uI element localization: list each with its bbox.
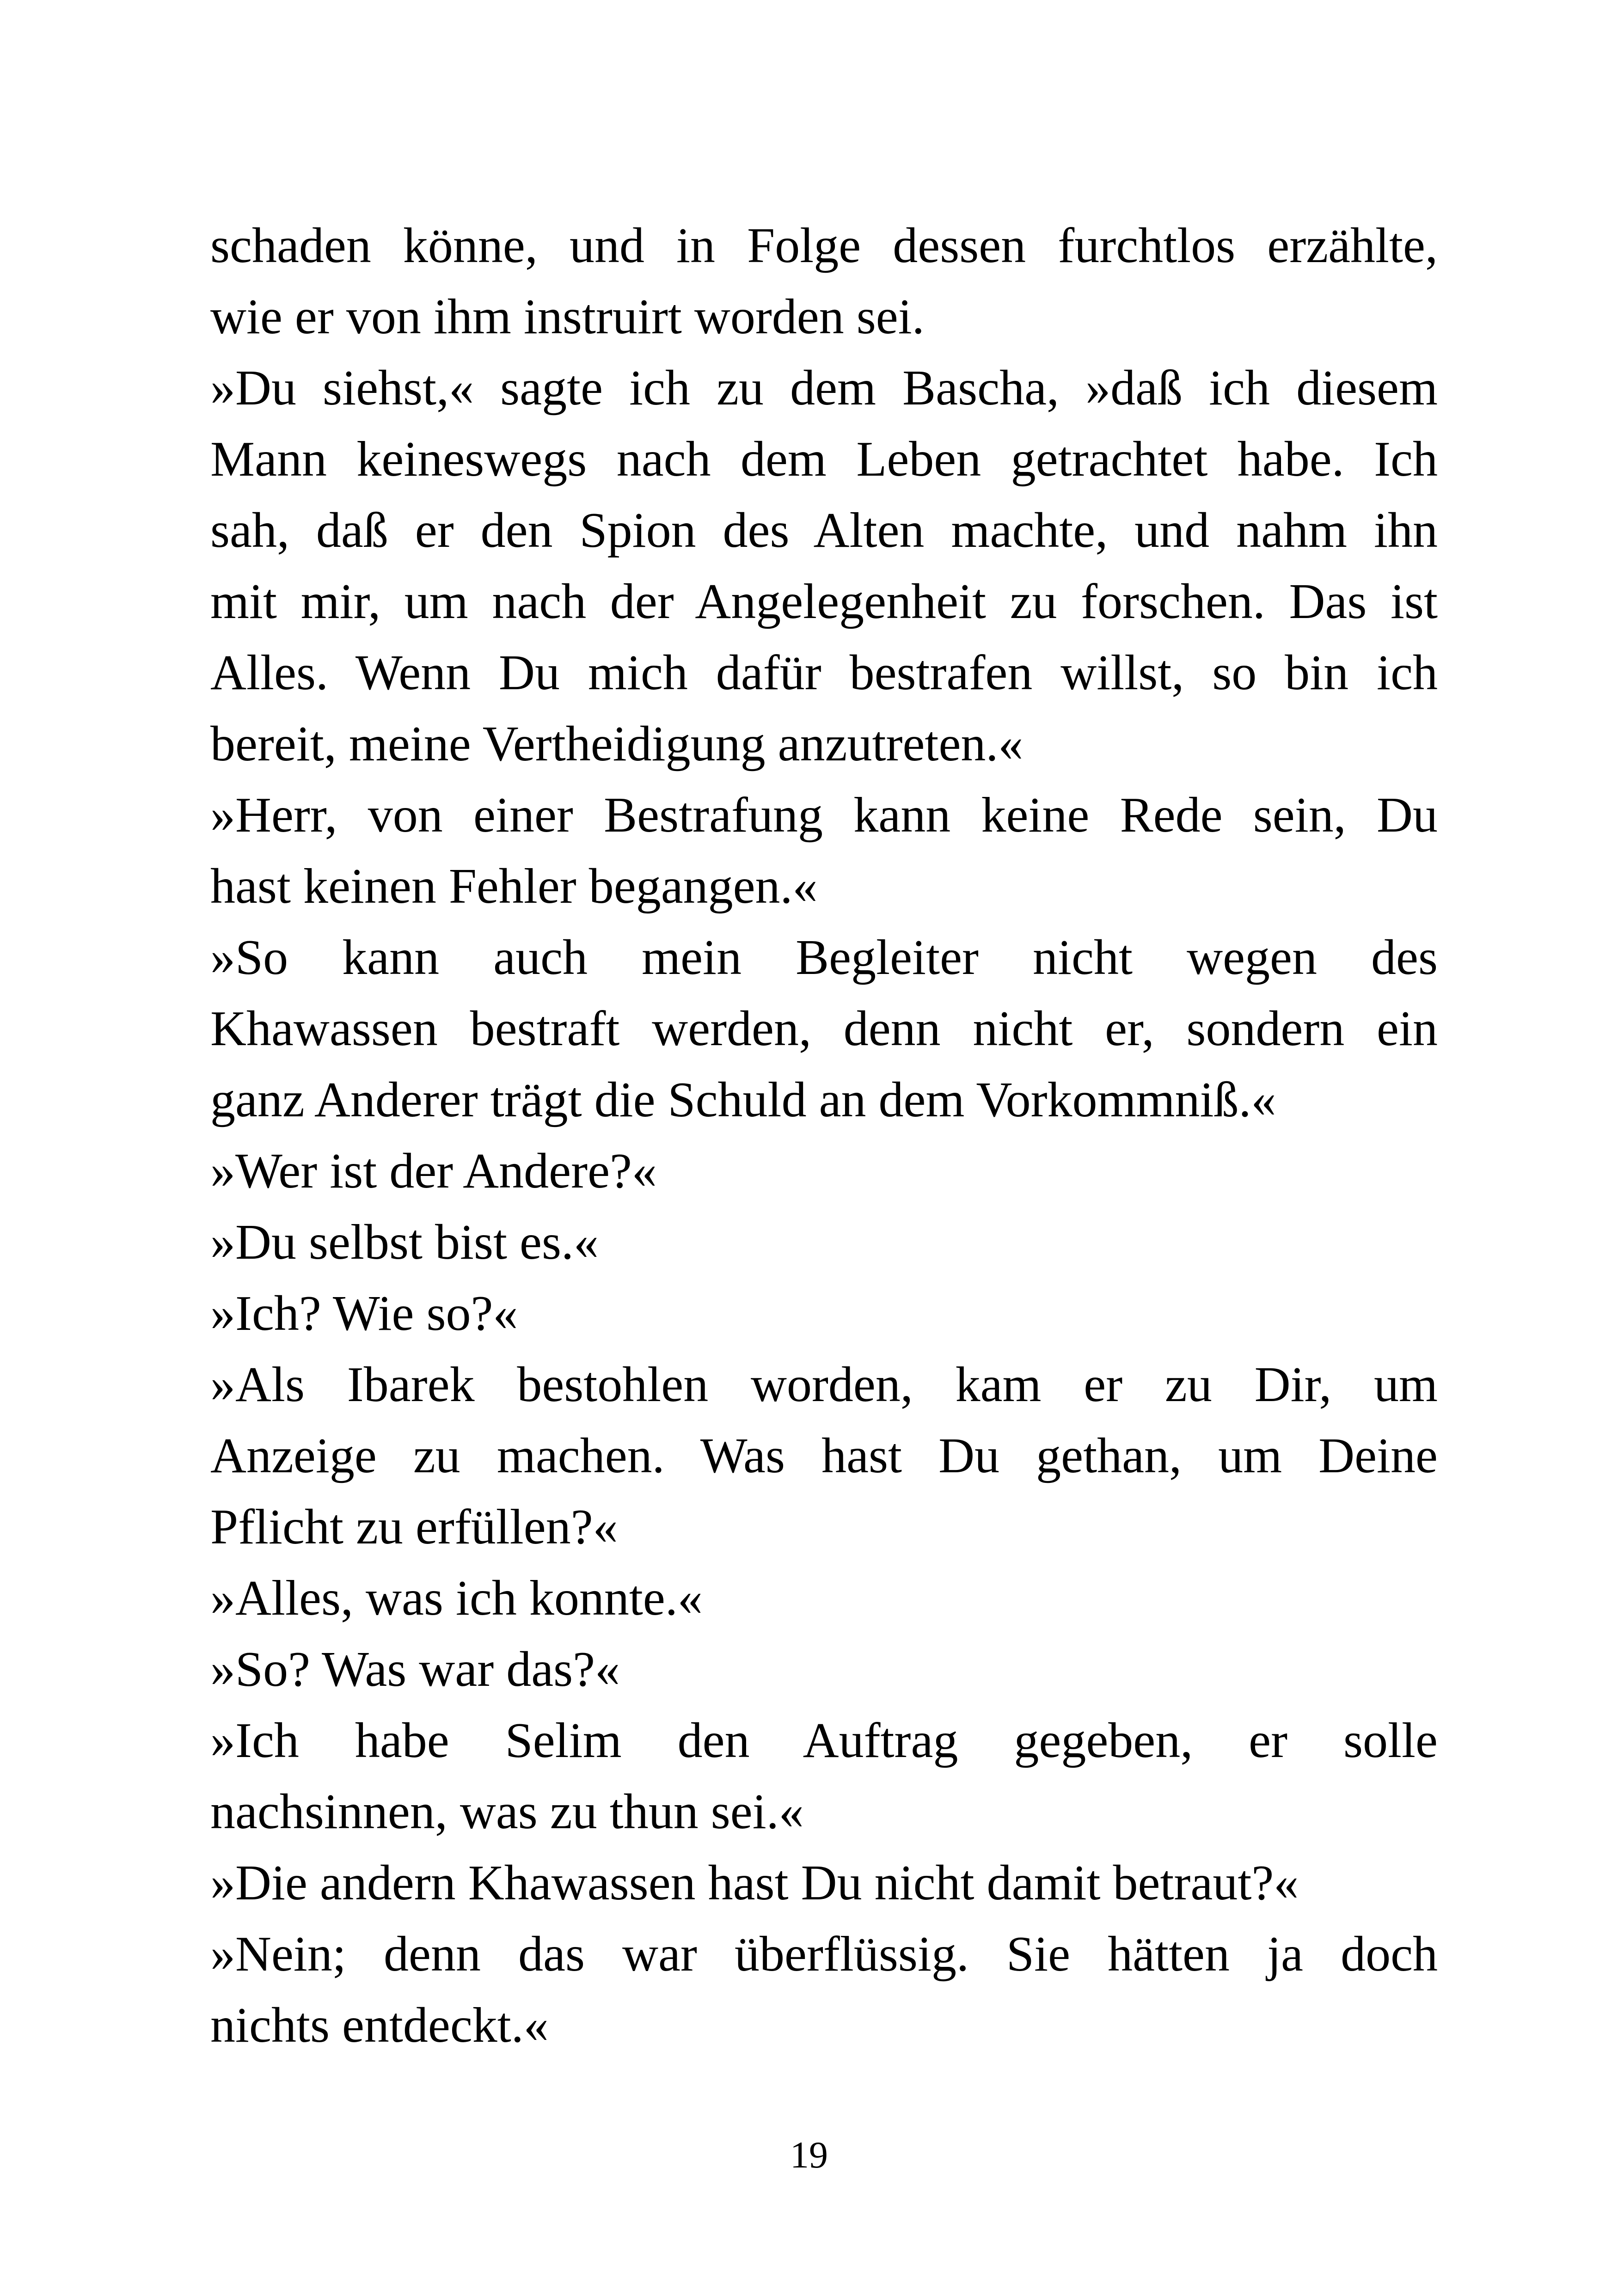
text-line: bereit, meine Vertheidigung anzutreten.« (210, 716, 1024, 771)
text-line: Anzeige zu machen. Was hast Du gethan, um Deine (210, 1428, 1438, 1483)
text-line: »Alles, was ich konnte.« (210, 1571, 703, 1626)
text-line: »So? Was war das?« (210, 1642, 620, 1697)
text-line: »Herr, von einer Bestrafung kann keine Rede sein, Du (210, 788, 1438, 843)
body-text (210, 210, 1438, 2061)
text-line: »Du selbst bist es.« (210, 1215, 599, 1270)
text-line: sah, daß er den Spion des Alten machte, und nahm ihn (210, 503, 1438, 558)
text-line: »Du siehst,« sagte ich zu dem Bascha, »daß ich diesem (210, 361, 1438, 416)
text-line: hast keinen Fehler begangen.« (210, 859, 818, 914)
text-line: »Nein; denn das war überflüssig. Sie hätten ja doch (210, 1927, 1438, 1982)
text-line: Khawassen bestraft werden, denn nicht er, sondern ein (210, 1001, 1438, 1056)
text-line: nachsinnen, was zu thun sei.« (210, 1784, 804, 1839)
text-line: »Ich habe Selim den Auftrag gegeben, er solle (210, 1713, 1438, 1768)
text-line: wie er von ihm instruirt worden sei. (210, 289, 925, 344)
text-line: »Als Ibarek bestohlen worden, kam er zu Dir, um (210, 1357, 1438, 1412)
text-line: mit mir, um nach der Angelegenheit zu forschen. Das ist (210, 574, 1438, 629)
text-line: Alles. Wenn Du mich dafür bestrafen willst, so bin ich (210, 645, 1438, 700)
text-line: »So kann auch mein Begleiter nicht wegen des (210, 930, 1438, 985)
text-line: »Wer ist der Andere?« (210, 1144, 657, 1199)
text-line: Pflicht zu erfüllen?« (210, 1500, 618, 1555)
text-line: nichts entdeckt.« (210, 1998, 549, 2053)
page-number: 19 (790, 2134, 828, 2176)
text-line: »Ich? Wie so?« (210, 1286, 518, 1341)
text-line: Mann keineswegs nach dem Leben getrachtet habe. Ich (210, 432, 1438, 487)
text-line: schaden könne, und in Folge dessen furchtlos erzählte, (210, 218, 1438, 273)
text-line: »Die andern Khawassen hast Du nicht damit betraut?« (210, 1855, 1299, 1910)
text-line: ganz Anderer trägt die Schuld an dem Vorkommniß.« (210, 1072, 1276, 1127)
